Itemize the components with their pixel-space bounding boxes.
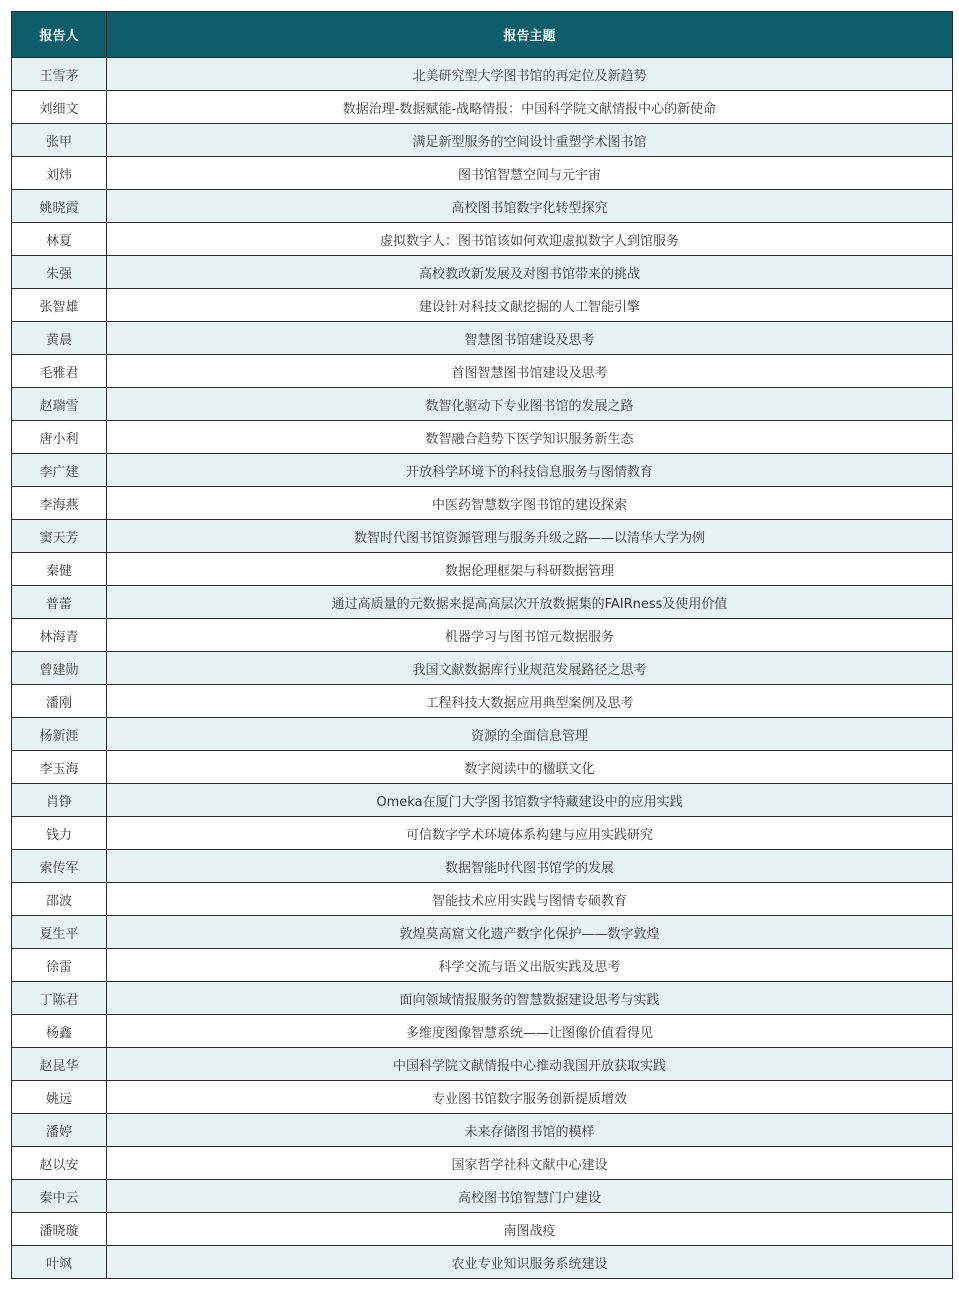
table-row bbox=[12, 1246, 953, 1279]
header-row bbox=[12, 12, 953, 58]
topic-cell: 我国文献数据库行业规范发展路径之思考 bbox=[107, 652, 953, 685]
speaker-cell: 唐小利 bbox=[12, 421, 107, 454]
table-header bbox=[12, 12, 953, 58]
speaker-cell: 林夏 bbox=[12, 223, 107, 256]
topic-cell: 数字阅读中的楹联文化 bbox=[107, 751, 953, 784]
table-row bbox=[12, 256, 953, 289]
speaker-cell: 李玉海 bbox=[12, 751, 107, 784]
topic-cell: 未来存储图书馆的模样 bbox=[107, 1114, 953, 1147]
topic-cell: 农业专业知识服务系统建设 bbox=[107, 1246, 953, 1279]
speaker-cell: 秦健 bbox=[12, 553, 107, 586]
table-row bbox=[12, 58, 953, 91]
speaker-cell: 朱强 bbox=[12, 256, 107, 289]
table-row bbox=[12, 784, 953, 817]
table-row bbox=[12, 190, 953, 223]
speaker-cell: 姚晓霞 bbox=[12, 190, 107, 223]
topic-cell: 多维度图像智慧系统——让图像价值看得见 bbox=[107, 1015, 953, 1048]
topic-cell: 高校教改新发展及对图书馆带来的挑战 bbox=[107, 256, 953, 289]
table-row bbox=[12, 223, 953, 256]
table-row bbox=[12, 355, 953, 388]
table-row bbox=[12, 718, 953, 751]
table-body bbox=[12, 58, 953, 1279]
speaker-cell: 林海青 bbox=[12, 619, 107, 652]
topic-cell: 专业图书馆数字服务创新提质增效 bbox=[107, 1081, 953, 1114]
speaker-cell: 丁陈君 bbox=[12, 982, 107, 1015]
table-row bbox=[12, 817, 953, 850]
speaker-cell: 普蕾 bbox=[12, 586, 107, 619]
speaker-cell: 张甲 bbox=[12, 124, 107, 157]
topic-cell: 数智化驱动下专业图书馆的发展之路 bbox=[107, 388, 953, 421]
speaker-cell: 黄晨 bbox=[12, 322, 107, 355]
topic-cell: 虚拟数字人：图书馆该如何欢迎虚拟数字人到馆服务 bbox=[107, 223, 953, 256]
header-topic: 报告主题 bbox=[107, 12, 953, 58]
table-row bbox=[12, 91, 953, 124]
speaker-cell: 潘婷 bbox=[12, 1114, 107, 1147]
speaker-cell: 赵瑞雪 bbox=[12, 388, 107, 421]
table-row bbox=[12, 388, 953, 421]
speaker-cell: 曾建勋 bbox=[12, 652, 107, 685]
topic-cell: 图书馆智慧空间与元宇宙 bbox=[107, 157, 953, 190]
table-row bbox=[12, 124, 953, 157]
speaker-cell: 潘晓璇 bbox=[12, 1213, 107, 1246]
topic-cell: 通过高质量的元数据来提高高层次开放数据集的FAIRness及使用价值 bbox=[107, 586, 953, 619]
topic-cell: 资源的全面信息管理 bbox=[107, 718, 953, 751]
table-row bbox=[12, 652, 953, 685]
speaker-cell: 邵波 bbox=[12, 883, 107, 916]
speaker-cell: 夏生平 bbox=[12, 916, 107, 949]
table-row bbox=[12, 916, 953, 949]
table-row bbox=[12, 1213, 953, 1246]
topic-cell: 开放科学环境下的科技信息服务与图情教育 bbox=[107, 454, 953, 487]
speaker-cell: 李海燕 bbox=[12, 487, 107, 520]
table-row bbox=[12, 982, 953, 1015]
speaker-cell: 窦天芳 bbox=[12, 520, 107, 553]
topic-cell: 智能技术应用实践与图情专硕教育 bbox=[107, 883, 953, 916]
speaker-cell: 索传军 bbox=[12, 850, 107, 883]
topic-cell: 国家哲学社科文献中心建设 bbox=[107, 1147, 953, 1180]
speaker-cell: 潘刚 bbox=[12, 685, 107, 718]
table-row bbox=[12, 685, 953, 718]
topic-cell: 数智融合趋势下医学知识服务新生态 bbox=[107, 421, 953, 454]
topic-cell: 敦煌莫高窟文化遗产数字化保护——数字敦煌 bbox=[107, 916, 953, 949]
table-row bbox=[12, 1048, 953, 1081]
table-row bbox=[12, 520, 953, 553]
table-row bbox=[12, 454, 953, 487]
topic-cell: 北美研究型大学图书馆的再定位及新趋势 bbox=[107, 58, 953, 91]
speaker-cell: 张智雄 bbox=[12, 289, 107, 322]
speaker-cell: 王雪茅 bbox=[12, 58, 107, 91]
speaker-cell: 李广建 bbox=[12, 454, 107, 487]
table-row bbox=[12, 850, 953, 883]
speaker-cell: 叶飒 bbox=[12, 1246, 107, 1279]
speaker-cell: 刘炜 bbox=[12, 157, 107, 190]
topic-cell: 数智时代图书馆资源管理与服务升级之路——以清华大学为例 bbox=[107, 520, 953, 553]
table-row bbox=[12, 1180, 953, 1213]
table-row bbox=[12, 553, 953, 586]
topic-cell: 机器学习与图书馆元数据服务 bbox=[107, 619, 953, 652]
speaker-cell: 赵昆华 bbox=[12, 1048, 107, 1081]
topic-cell: 建设针对科技文献挖掘的人工智能引擎 bbox=[107, 289, 953, 322]
topic-cell: 满足新型服务的空间设计重塑学术图书馆 bbox=[107, 124, 953, 157]
table-row bbox=[12, 751, 953, 784]
table-row bbox=[12, 883, 953, 916]
topic-cell: 科学交流与语义出版实践及思考 bbox=[107, 949, 953, 982]
table-row bbox=[12, 1114, 953, 1147]
speaker-cell: 徐雷 bbox=[12, 949, 107, 982]
speaker-cell: 杨鑫 bbox=[12, 1015, 107, 1048]
table-row bbox=[12, 289, 953, 322]
table-row bbox=[12, 421, 953, 454]
speaker-cell: 肖铮 bbox=[12, 784, 107, 817]
topic-cell: 数据智能时代图书馆学的发展 bbox=[107, 850, 953, 883]
table-row bbox=[12, 322, 953, 355]
speaker-table bbox=[11, 11, 953, 1279]
table-row bbox=[12, 949, 953, 982]
topic-cell: 南图战疫 bbox=[107, 1213, 953, 1246]
table-row bbox=[12, 586, 953, 619]
speaker-table-container bbox=[11, 11, 952, 1279]
topic-cell: 数据治理-数据赋能-战略情报：中国科学院文献情报中心的新使命 bbox=[107, 91, 953, 124]
table-row bbox=[12, 1147, 953, 1180]
speaker-cell: 姚远 bbox=[12, 1081, 107, 1114]
topic-cell: 首图智慧图书馆建设及思考 bbox=[107, 355, 953, 388]
topic-cell: 中国科学院文献情报中心推动我国开放获取实践 bbox=[107, 1048, 953, 1081]
table-row bbox=[12, 1081, 953, 1114]
topic-cell: 智慧图书馆建设及思考 bbox=[107, 322, 953, 355]
topic-cell: Omeka在厦门大学图书馆数字特藏建设中的应用实践 bbox=[107, 784, 953, 817]
speaker-cell: 赵以安 bbox=[12, 1147, 107, 1180]
topic-cell: 高校图书馆数字化转型探究 bbox=[107, 190, 953, 223]
table-row bbox=[12, 1015, 953, 1048]
speaker-cell: 刘细文 bbox=[12, 91, 107, 124]
header-speaker: 报告人 bbox=[12, 12, 107, 58]
table-row bbox=[12, 619, 953, 652]
topic-cell: 面向领域情报服务的智慧数据建设思考与实践 bbox=[107, 982, 953, 1015]
table-row bbox=[12, 487, 953, 520]
speaker-cell: 毛雅君 bbox=[12, 355, 107, 388]
topic-cell: 高校图书馆智慧门户建设 bbox=[107, 1180, 953, 1213]
speaker-cell: 钱力 bbox=[12, 817, 107, 850]
speaker-cell: 杨新涯 bbox=[12, 718, 107, 751]
topic-cell: 数据伦理框架与科研数据管理 bbox=[107, 553, 953, 586]
topic-cell: 工程科技大数据应用典型案例及思考 bbox=[107, 685, 953, 718]
table-row bbox=[12, 157, 953, 190]
speaker-cell: 秦中云 bbox=[12, 1180, 107, 1213]
topic-cell: 中医药智慧数字图书馆的建设探索 bbox=[107, 487, 953, 520]
topic-cell: 可信数字学术环境体系构建与应用实践研究 bbox=[107, 817, 953, 850]
